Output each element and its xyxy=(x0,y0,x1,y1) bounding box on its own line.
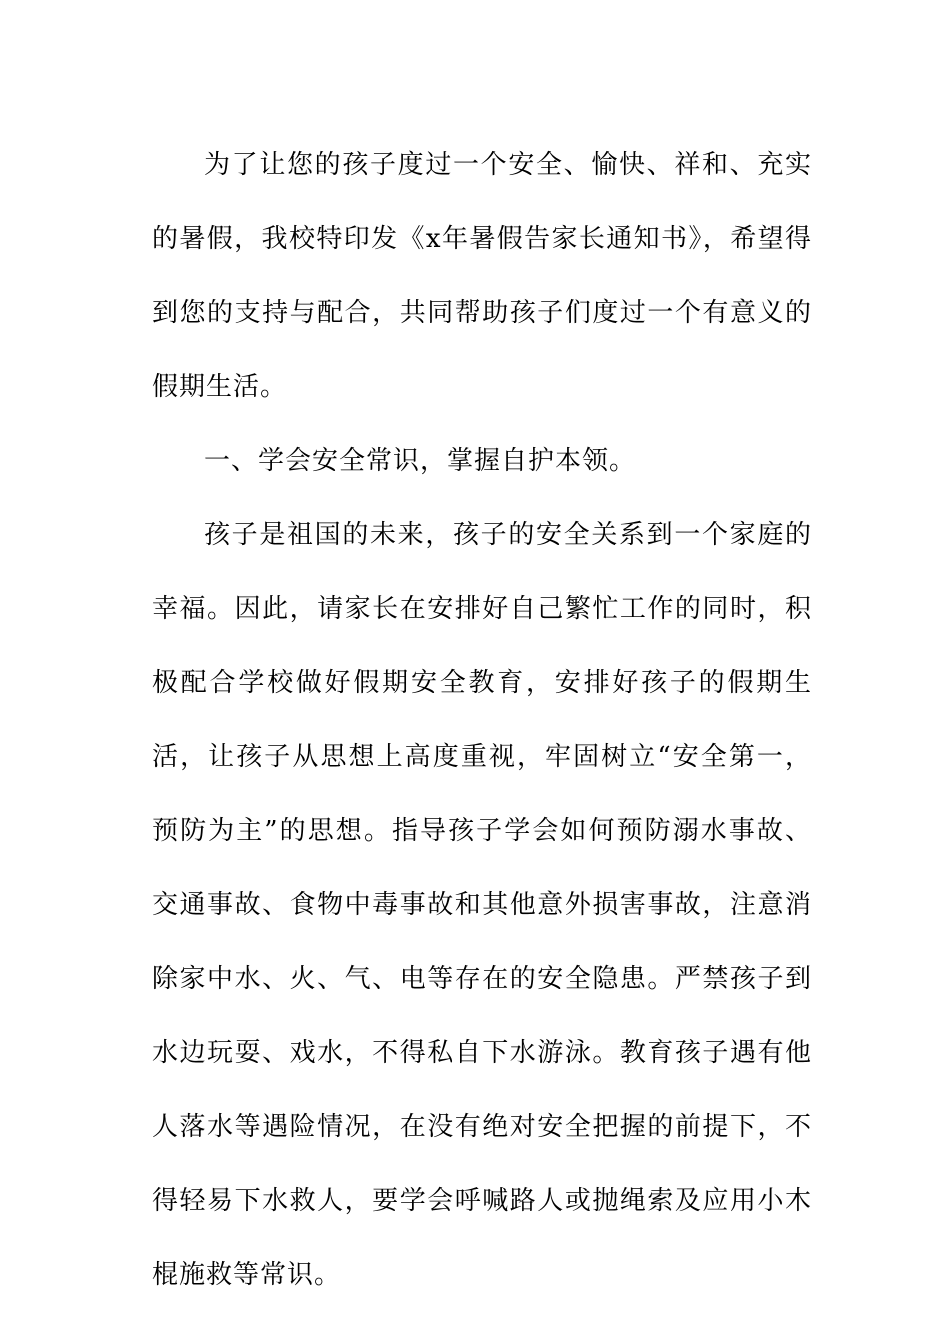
paragraph-intro: 为了让您的孩子度过一个安全、愉快、祥和、充实的暑假，我校特印发《x年暑假告家长通知书》，希望得到您的支持与配合，共同帮助孩子们度过一个有意义的假期生活。 xyxy=(152,150,812,402)
document-body xyxy=(152,128,812,1312)
paragraph-section-heading: 一、学会安全常识，掌握自护本领。 xyxy=(204,446,637,476)
paragraph-safety-guidance: 孩子是祖国的未来，孩子的安全关系到一个家庭的幸福。因此，请家长在安排好自己繁忙工作的同时，积极配合学校做好假期安全教育，安排好孩子的假期生活，让孩子从思想上高度重视，牢固树立“安全第一，预防为主”的思想。指导孩子学会如何预防溺水事故、交通事故、食物中毒事故和其他意外损害事故，注意消除家中水、火、气、电等存在的安全隐患。严禁孩子到水边玩耍、戏水，不得私自下水游泳。教育孩子遇有他人落水等遇险情况，在没有绝对安全把握的前提下，不得轻易下水救人，要学会呼喊路人或抛绳索及应用小木棍施救等常识。 xyxy=(152,520,812,1290)
